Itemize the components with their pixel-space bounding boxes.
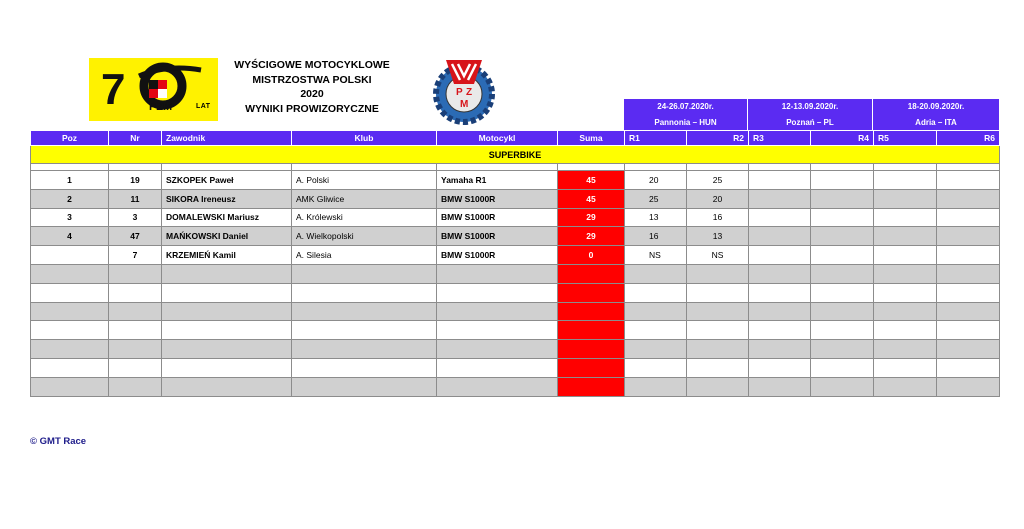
cell-r5 (874, 377, 937, 396)
cell-poz (31, 246, 109, 265)
cell-r3 (749, 358, 811, 377)
cell-zawodnik: MAŃKOWSKI Daniel (162, 227, 292, 246)
cell-motocykl: BMW S1000R (437, 246, 558, 265)
header-klub: Klub (292, 131, 437, 146)
cell-r4 (811, 377, 874, 396)
pzm-letter-p: P (456, 87, 463, 98)
title-line-1: WYŚCIGOWE MOTOCYKLOWE (234, 59, 390, 71)
cell-r5 (874, 302, 937, 321)
header-zawodnik: Zawodnik (162, 131, 292, 146)
cell-suma: 0 (558, 246, 625, 265)
header-r6: R6 (937, 131, 1000, 146)
cell-r4 (811, 189, 874, 208)
cell-klub: A. Polski (292, 171, 437, 190)
cell-suma (558, 264, 625, 283)
cell-nr: 11 (109, 189, 162, 208)
cell-r3 (749, 377, 811, 396)
title-line-3: 2020 (300, 88, 324, 100)
logo-70-graphic (89, 58, 218, 121)
cell-r1: NS (625, 246, 687, 265)
cell-poz: 2 (31, 189, 109, 208)
round-3-place: Adria – ITA (873, 114, 999, 130)
cell-r5 (874, 321, 937, 340)
cell-r2: 13 (687, 227, 749, 246)
cell-nr (109, 302, 162, 321)
cell-zawodnik (162, 340, 292, 359)
cell-r5 (874, 171, 937, 190)
header-r3: R3 (749, 131, 811, 146)
cell-poz: 1 (31, 171, 109, 190)
cell-r3 (749, 208, 811, 227)
cell-klub (292, 340, 437, 359)
cell-r3 (749, 227, 811, 246)
cell-zawodnik: SZKOPEK Paweł (162, 171, 292, 190)
table-row (31, 246, 1000, 265)
cell-motocykl (437, 283, 558, 302)
cell-nr (109, 358, 162, 377)
cell-suma (558, 321, 625, 340)
cell-motocykl (437, 264, 558, 283)
cell-nr (109, 283, 162, 302)
table-row (31, 283, 1000, 302)
results-table (30, 130, 1000, 397)
table-row (31, 302, 1000, 321)
cell-r6 (937, 302, 1000, 321)
title-line-4: WYNIKI PROWIZORYCZNE (245, 102, 379, 115)
cell-r6 (937, 246, 1000, 265)
cell-r1: 25 (625, 189, 687, 208)
cell-r4 (811, 171, 874, 190)
cell-suma (558, 302, 625, 321)
cell-r2 (687, 358, 749, 377)
cell-poz (31, 321, 109, 340)
footer-copyright: © GMT Race (30, 436, 87, 447)
cell-klub (292, 321, 437, 340)
round-1-date: 24-26.07.2020r. (624, 99, 748, 114)
cell-klub: A. Królewski (292, 208, 437, 227)
cell-r2 (687, 321, 749, 340)
cell-motocykl (437, 321, 558, 340)
cell-nr (109, 340, 162, 359)
header-motocykl: Motocykl (437, 131, 558, 146)
cell-klub: A. Silesia (292, 246, 437, 265)
cell-nr: 7 (109, 246, 162, 265)
cell-r6 (937, 340, 1000, 359)
cell-klub: AMK Gliwice (292, 189, 437, 208)
cell-motocykl (437, 377, 558, 396)
cell-r3 (749, 321, 811, 340)
header-poz: Poz (31, 131, 109, 146)
cell-zawodnik (162, 283, 292, 302)
logo-lat-text: LAT (196, 103, 211, 110)
header-nr: Nr (109, 131, 162, 146)
results-rows (31, 171, 1000, 397)
cell-r2 (687, 302, 749, 321)
cell-suma: 29 (558, 208, 625, 227)
cell-suma: 29 (558, 227, 625, 246)
cell-suma (558, 377, 625, 396)
category-label: SUPERBIKE (31, 146, 1000, 164)
cell-suma (558, 358, 625, 377)
header-r5: R5 (874, 131, 937, 146)
cell-r5 (874, 283, 937, 302)
cell-r1 (625, 283, 687, 302)
cell-poz (31, 264, 109, 283)
cell-nr: 19 (109, 171, 162, 190)
cell-r3 (749, 340, 811, 359)
cell-r6 (937, 321, 1000, 340)
pzm-letter-m: M (460, 99, 469, 110)
header-suma: Suma (558, 131, 625, 146)
cell-r1: 20 (625, 171, 687, 190)
logo-badge-text: PZM (149, 101, 173, 113)
cell-zawodnik: DOMALEWSKI Mariusz (162, 208, 292, 227)
cell-r4 (811, 321, 874, 340)
pzm-letter-z: Z (466, 87, 473, 98)
table-row (31, 340, 1000, 359)
cell-zawodnik (162, 377, 292, 396)
cell-r1: 13 (625, 208, 687, 227)
cell-r4 (811, 208, 874, 227)
table-row (31, 321, 1000, 340)
cell-zawodnik (162, 302, 292, 321)
round-1-place: Pannonia – HUN (624, 114, 748, 130)
cell-r2: 25 (687, 171, 749, 190)
cell-r2 (687, 377, 749, 396)
cell-poz (31, 283, 109, 302)
cell-r6 (937, 227, 1000, 246)
round-2-date: 12-13.09.2020r. (748, 99, 873, 114)
table-row (31, 227, 1000, 246)
round-2-place: Poznań – PL (748, 114, 873, 130)
pzm-emblem-icon (428, 54, 500, 126)
cell-r4 (811, 227, 874, 246)
cell-motocykl: BMW S1000R (437, 189, 558, 208)
header-r1: R1 (625, 131, 687, 146)
cell-r6 (937, 377, 1000, 396)
cell-zawodnik (162, 264, 292, 283)
cell-r2: 16 (687, 208, 749, 227)
cell-r2: NS (687, 246, 749, 265)
cell-klub: A. Wielkopolski (292, 227, 437, 246)
cell-zawodnik: KRZEMIEŃ Kamil (162, 246, 292, 265)
cell-nr (109, 377, 162, 396)
cell-r3 (749, 246, 811, 265)
cell-motocykl: Yamaha R1 (437, 171, 558, 190)
cell-r3 (749, 283, 811, 302)
cell-r1 (625, 321, 687, 340)
cell-r2: 20 (687, 189, 749, 208)
cell-zawodnik (162, 358, 292, 377)
cell-motocykl: BMW S1000R (437, 208, 558, 227)
cell-klub (292, 283, 437, 302)
title-line-2: MISTRZOSTWA POLSKI (252, 73, 372, 86)
cell-motocykl: BMW S1000R (437, 227, 558, 246)
cell-r4 (811, 302, 874, 321)
cell-r1 (625, 377, 687, 396)
cell-nr (109, 264, 162, 283)
cell-r6 (937, 208, 1000, 227)
cell-nr: 3 (109, 208, 162, 227)
cell-r2 (687, 264, 749, 283)
cell-r2 (687, 283, 749, 302)
cell-motocykl (437, 302, 558, 321)
cell-nr (109, 321, 162, 340)
cell-zawodnik (162, 321, 292, 340)
table-row (31, 264, 1000, 283)
cell-r1 (625, 302, 687, 321)
svg-text:7: 7 (101, 65, 126, 114)
round-3-date: 18-20.09.2020r. (873, 99, 999, 114)
cell-r5 (874, 189, 937, 208)
cell-poz: 4 (31, 227, 109, 246)
cell-klub (292, 358, 437, 377)
header-r2: R2 (687, 131, 749, 146)
cell-r3 (749, 264, 811, 283)
cell-r3 (749, 171, 811, 190)
table-row (31, 171, 1000, 190)
cell-r5 (874, 358, 937, 377)
cell-suma: 45 (558, 189, 625, 208)
table-row (31, 358, 1000, 377)
cell-poz (31, 302, 109, 321)
cell-r5 (874, 340, 937, 359)
table-row (31, 377, 1000, 396)
cell-nr: 47 (109, 227, 162, 246)
table-row (31, 189, 1000, 208)
header-r4: R4 (811, 131, 874, 146)
document-title (222, 58, 402, 116)
cell-r5 (874, 227, 937, 246)
cell-r1: 16 (625, 227, 687, 246)
cell-zawodnik: SIKORA Ireneusz (162, 189, 292, 208)
cell-poz (31, 340, 109, 359)
cell-r1 (625, 358, 687, 377)
cell-suma (558, 283, 625, 302)
cell-r6 (937, 358, 1000, 377)
cell-klub (292, 377, 437, 396)
cell-r2 (687, 340, 749, 359)
category-row (31, 146, 1000, 164)
cell-klub (292, 302, 437, 321)
cell-poz: 3 (31, 208, 109, 227)
cell-r4 (811, 340, 874, 359)
pzm-70-years-logo (89, 58, 218, 121)
cell-suma (558, 340, 625, 359)
cell-suma: 45 (558, 171, 625, 190)
cell-r6 (937, 171, 1000, 190)
cell-motocykl (437, 358, 558, 377)
cell-r5 (874, 246, 937, 265)
cell-r5 (874, 208, 937, 227)
cell-r3 (749, 302, 811, 321)
cell-r5 (874, 264, 937, 283)
cell-r1 (625, 264, 687, 283)
cell-poz (31, 377, 109, 396)
cell-r6 (937, 189, 1000, 208)
cell-r4 (811, 264, 874, 283)
cell-poz (31, 358, 109, 377)
cell-klub (292, 264, 437, 283)
cell-r6 (937, 283, 1000, 302)
table-row (31, 208, 1000, 227)
cell-r4 (811, 358, 874, 377)
table-header-row (31, 131, 1000, 146)
cell-r1 (625, 340, 687, 359)
cell-r3 (749, 189, 811, 208)
cell-motocykl (437, 340, 558, 359)
spacer-row (31, 164, 1000, 171)
cell-r4 (811, 246, 874, 265)
cell-r4 (811, 283, 874, 302)
cell-r6 (937, 264, 1000, 283)
